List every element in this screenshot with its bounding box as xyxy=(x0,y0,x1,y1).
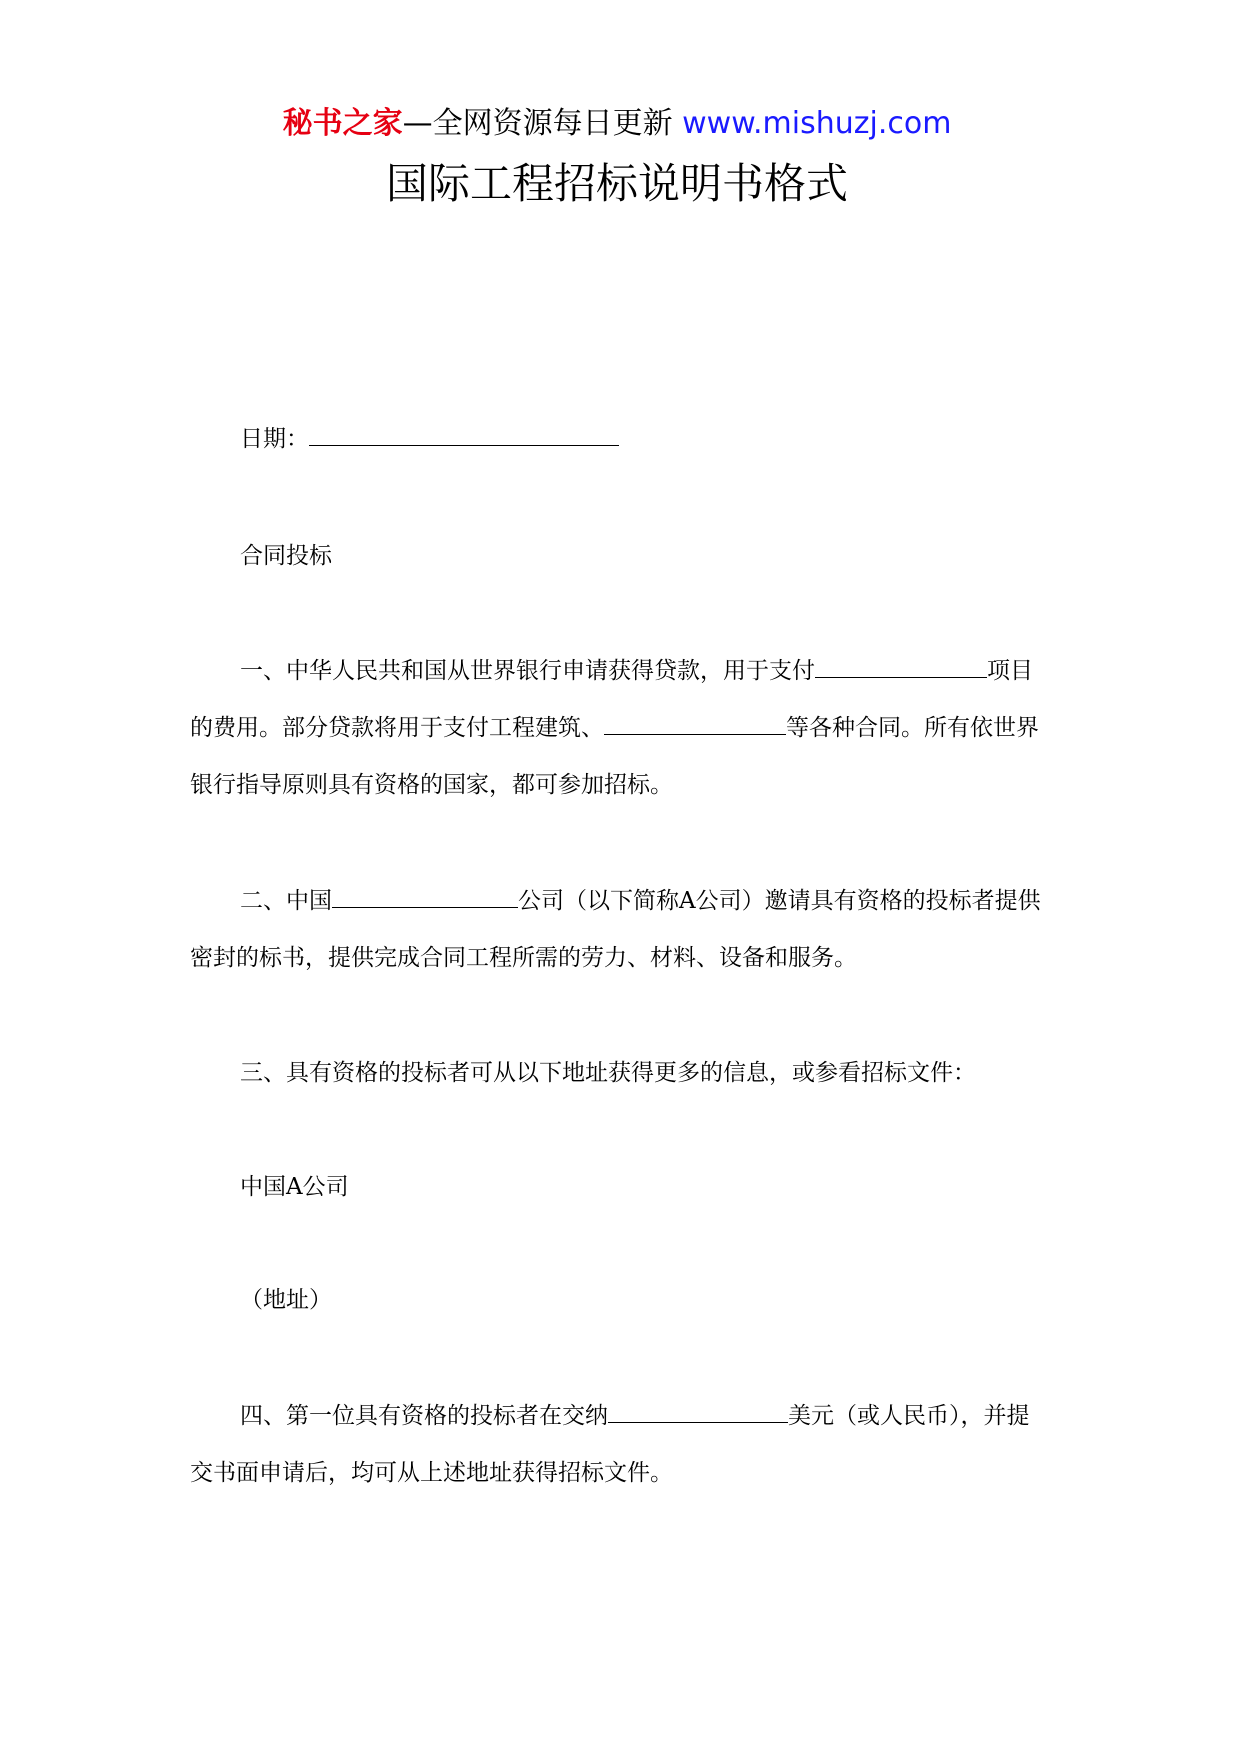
address-placeholder: （地址） xyxy=(240,1287,332,1313)
clause-4-text-b: 美元（或人民币），并提交书面申请后，均可从上述地址获得招标文件。 xyxy=(190,1403,1030,1486)
clause-1-text-b: 项目的费用。部分贷款将用于支付工程建筑、 xyxy=(190,658,1033,741)
clause-2 xyxy=(190,873,1050,987)
clause-2-text-b: 公司（以下简称A公司）邀请具有资格的投标者提供密封的标书，提供完成合同工程所需的劳力、材料、设备和服务。 xyxy=(190,888,1041,971)
clause-2-text-a: 二、中国 xyxy=(240,888,332,914)
clause-1 xyxy=(190,643,1050,814)
date-blank-field[interactable] xyxy=(309,423,619,446)
clause-1-contract-blank[interactable] xyxy=(604,712,786,735)
clause-1-text-a: 一、中华人民共和国从世界银行申请获得贷款，用于支付 xyxy=(240,658,815,684)
date-label: 日期： xyxy=(240,426,309,452)
clause-4-amount-blank[interactable] xyxy=(608,1400,788,1423)
document-title: 国际工程招标说明书格式 xyxy=(385,159,848,208)
clause-1-text-c: 等各种合同。所有依世界银行指导原则具有资格的国家，都可参加招标。 xyxy=(190,715,1039,798)
date-line xyxy=(190,411,1050,468)
clause-3: 三、具有资格的投标者可从以下地址获得更多的信息，或参看招标文件： xyxy=(240,1060,976,1086)
clause-1-project-blank[interactable] xyxy=(815,655,987,678)
site-header xyxy=(0,104,1234,144)
clause-2-company-blank[interactable] xyxy=(332,885,518,908)
clause-4-text-a: 四、第一位具有资格的投标者在交纳 xyxy=(240,1403,608,1429)
clause-4 xyxy=(190,1388,1050,1502)
brand-name: 秘书之家 xyxy=(282,106,403,141)
section-heading: 合同投标 xyxy=(240,543,332,569)
header-tagline: —全网资源每日更新 xyxy=(402,106,673,141)
site-url-link[interactable]: www.mishuzj.com xyxy=(682,106,952,141)
company-name: 中国A公司 xyxy=(240,1174,349,1200)
